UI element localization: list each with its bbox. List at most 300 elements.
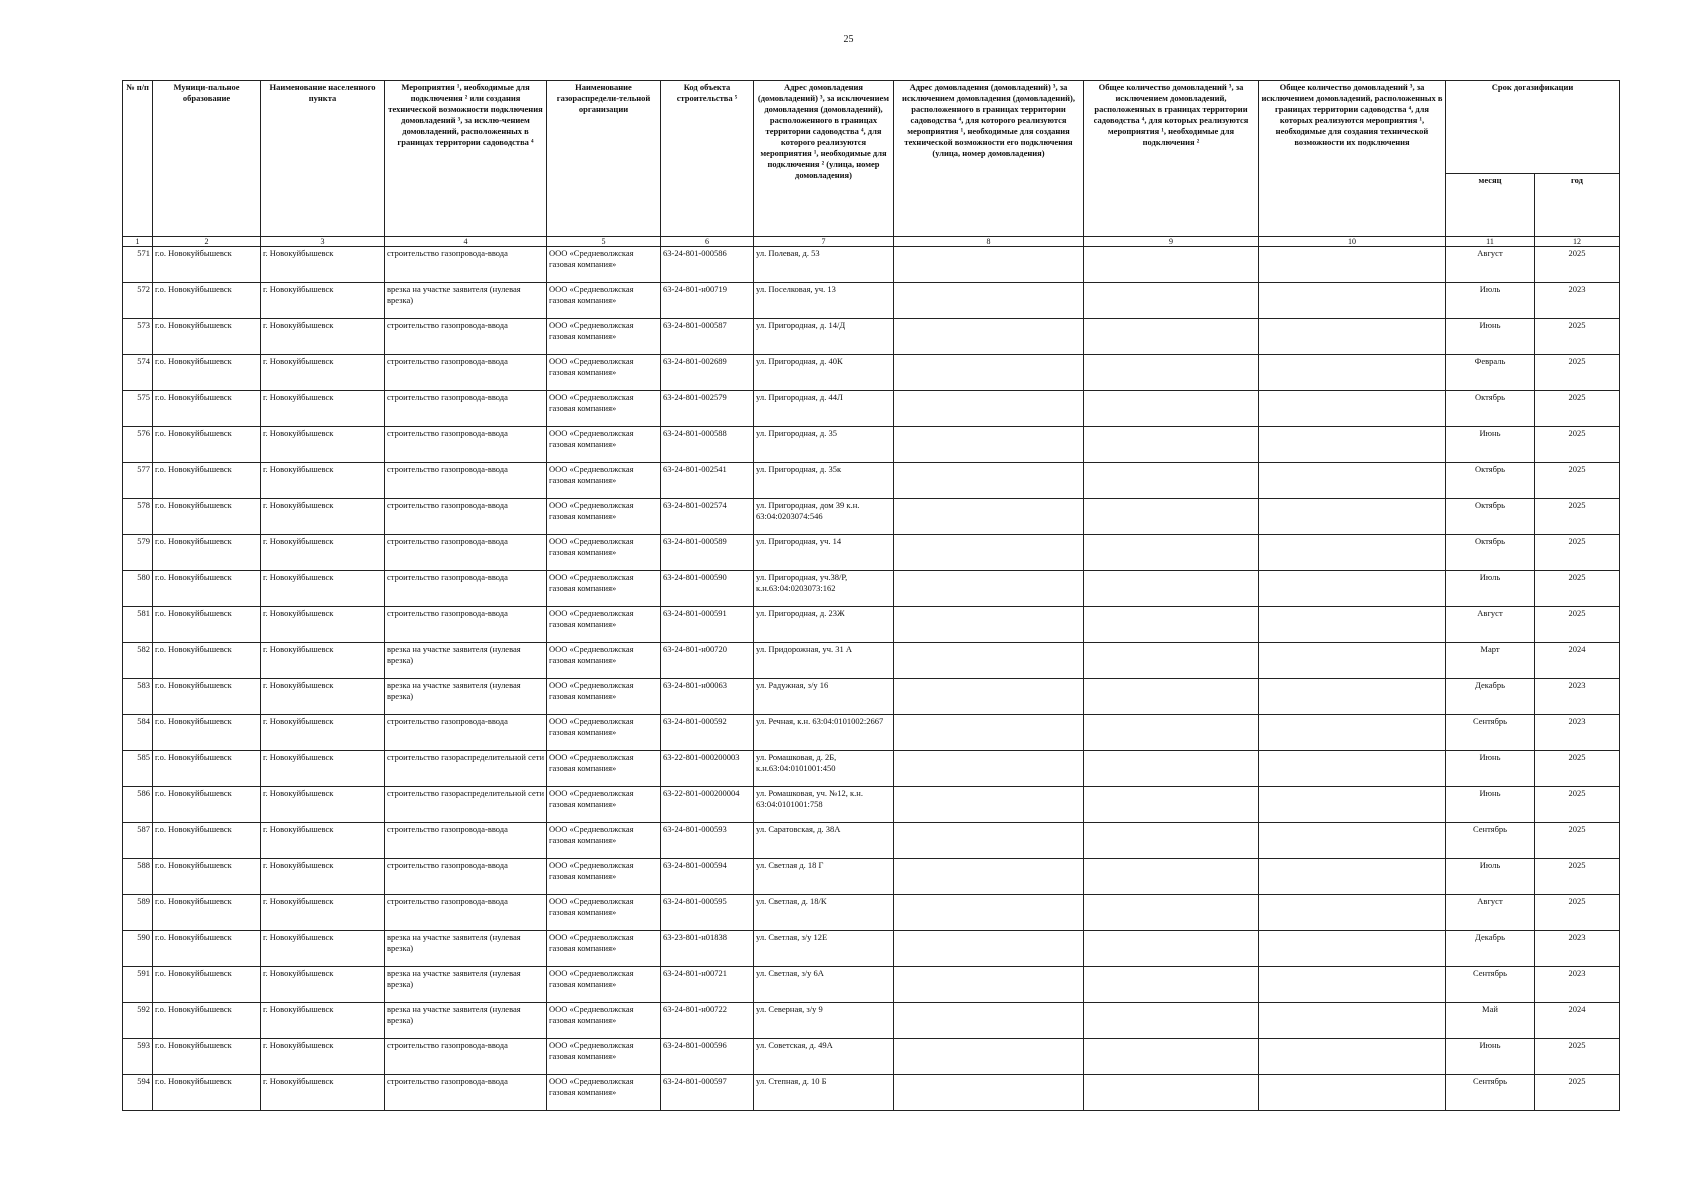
table-row — [123, 967, 1620, 1003]
cell-gas-org: ООО «Средневолжская газовая компания» — [547, 787, 661, 823]
cell-object-code: 63-24-801-000589 — [661, 535, 754, 571]
cell-address-tech — [894, 895, 1084, 931]
cell-gas-org: ООО «Средневолжская газовая компания» — [547, 1075, 661, 1111]
cell-settlement: г. Новокуйбышевск — [261, 1075, 385, 1111]
row-number: 581 — [123, 607, 153, 643]
cell-object-code: 63-24-801-н00721 — [661, 967, 754, 1003]
cell-count-connection — [1084, 1003, 1259, 1039]
cell-year: 2023 — [1535, 715, 1620, 751]
cell-count-connection — [1084, 967, 1259, 1003]
cell-year: 2025 — [1535, 391, 1620, 427]
cell-address-tech — [894, 427, 1084, 463]
cell-municipality: г.о. Новокуйбышевск — [153, 931, 261, 967]
cell-object-code: 63-24-801-000586 — [661, 247, 754, 283]
cell-year: 2025 — [1535, 823, 1620, 859]
cell-count-tech — [1259, 499, 1446, 535]
row-number: 579 — [123, 535, 153, 571]
table-row — [123, 859, 1620, 895]
cell-count-connection — [1084, 715, 1259, 751]
cell-municipality: г.о. Новокуйбышевск — [153, 283, 261, 319]
cell-gas-org: ООО «Средневолжская газовая компания» — [547, 355, 661, 391]
cell-month: Июнь — [1446, 1039, 1535, 1075]
cell-measure: строительство газопровода-ввода — [385, 427, 547, 463]
cell-object-code: 63-24-801-002579 — [661, 391, 754, 427]
table-row — [123, 607, 1620, 643]
cell-address: ул. Ромашковая, д. 2Б, к.н.63:04:0101001:450 — [754, 751, 894, 787]
cell-month: Сентябрь — [1446, 823, 1535, 859]
row-number: 590 — [123, 931, 153, 967]
cell-gas-org: ООО «Средневолжская газовая компания» — [547, 1039, 661, 1075]
cell-municipality: г.о. Новокуйбышевск — [153, 499, 261, 535]
cell-measure: строительство газопровода-ввода — [385, 355, 547, 391]
cell-gas-org: ООО «Средневолжская газовая компания» — [547, 463, 661, 499]
cell-count-tech — [1259, 355, 1446, 391]
cell-address-tech — [894, 751, 1084, 787]
cell-count-tech — [1259, 1039, 1446, 1075]
cell-gas-org: ООО «Средневолжская газовая компания» — [547, 823, 661, 859]
cell-settlement: г. Новокуйбышевск — [261, 715, 385, 751]
col-num: 8 — [894, 237, 1084, 247]
cell-address-tech — [894, 607, 1084, 643]
cell-count-connection — [1084, 859, 1259, 895]
cell-count-tech — [1259, 283, 1446, 319]
header-address-connection: Адрес домовладения (домовладений) ³, за исключением домовладения (домовладений), расположенного в границах территории садоводства ⁴, для которого реализуются мероприятия ¹, необходимые для подключения ² (улица, номер домовладения) — [754, 81, 894, 237]
cell-year: 2025 — [1535, 427, 1620, 463]
cell-measure: строительство газопровода-ввода — [385, 319, 547, 355]
row-number: 582 — [123, 643, 153, 679]
col-num: 11 — [1446, 237, 1535, 247]
cell-settlement: г. Новокуйбышевск — [261, 463, 385, 499]
cell-month: Март — [1446, 643, 1535, 679]
cell-settlement: г. Новокуйбышевск — [261, 823, 385, 859]
cell-address: ул. Степная, д. 10 Б — [754, 1075, 894, 1111]
cell-year: 2023 — [1535, 283, 1620, 319]
cell-address: ул. Пригородная, д. 14/Д — [754, 319, 894, 355]
cell-month: Февраль — [1446, 355, 1535, 391]
table-row — [123, 823, 1620, 859]
row-number: 580 — [123, 571, 153, 607]
cell-address: ул. Светлая, з/у 12Е — [754, 931, 894, 967]
cell-municipality: г.о. Новокуйбышевск — [153, 679, 261, 715]
row-number: 578 — [123, 499, 153, 535]
header-deadline: Срок догазификации — [1446, 81, 1620, 174]
cell-gas-org: ООО «Средневолжская газовая компания» — [547, 931, 661, 967]
cell-address-tech — [894, 967, 1084, 1003]
col-num: 1 — [123, 237, 153, 247]
cell-address: ул. Полевая, д. 53 — [754, 247, 894, 283]
cell-address: ул. Пригородная, д. 23Ж — [754, 607, 894, 643]
cell-month: Сентябрь — [1446, 1075, 1535, 1111]
cell-municipality: г.о. Новокуйбышевск — [153, 1039, 261, 1075]
cell-count-tech — [1259, 931, 1446, 967]
cell-count-tech — [1259, 679, 1446, 715]
cell-count-tech — [1259, 715, 1446, 751]
header-address-tech: Адрес домовладения (домовладений) ³, за исключением домовладения (домовладений), расположенного в границах территории садоводства ⁴, для которого реализуются мероприятия ¹, необходимые для создания технической возможности его подключения (улица, номер домовладения) — [894, 81, 1084, 237]
table-row — [123, 427, 1620, 463]
cell-month: Июль — [1446, 859, 1535, 895]
page-number: 25 — [843, 34, 854, 45]
cell-address: ул. Придорожная, уч. 31 А — [754, 643, 894, 679]
header-settlement: Наименование населенного пункта — [261, 81, 385, 237]
cell-year: 2025 — [1535, 607, 1620, 643]
cell-municipality: г.о. Новокуйбышевск — [153, 823, 261, 859]
table-body — [123, 247, 1620, 1111]
cell-month: Октябрь — [1446, 391, 1535, 427]
cell-settlement: г. Новокуйбышевск — [261, 427, 385, 463]
row-number: 574 — [123, 355, 153, 391]
cell-measure: строительство газопровода-ввода — [385, 1039, 547, 1075]
table-row — [123, 463, 1620, 499]
cell-address-tech — [894, 283, 1084, 319]
cell-object-code: 63-24-801-000595 — [661, 895, 754, 931]
cell-municipality: г.о. Новокуйбышевск — [153, 787, 261, 823]
cell-year: 2024 — [1535, 1003, 1620, 1039]
cell-settlement: г. Новокуйбышевск — [261, 679, 385, 715]
cell-object-code: 63-24-801-000590 — [661, 571, 754, 607]
col-num: 2 — [153, 237, 261, 247]
cell-month: Декабрь — [1446, 931, 1535, 967]
row-number: 592 — [123, 1003, 153, 1039]
header-gas-org: Наименование газораспредели-тельной организации — [547, 81, 661, 237]
cell-count-tech — [1259, 607, 1446, 643]
cell-count-connection — [1084, 679, 1259, 715]
table-row — [123, 247, 1620, 283]
cell-municipality: г.о. Новокуйбышевск — [153, 1075, 261, 1111]
cell-month: Декабрь — [1446, 679, 1535, 715]
cell-measure: врезка на участке заявителя (нулевая врезка) — [385, 1003, 547, 1039]
cell-gas-org: ООО «Средневолжская газовая компания» — [547, 607, 661, 643]
cell-settlement: г. Новокуйбышевск — [261, 931, 385, 967]
cell-municipality: г.о. Новокуйбышевск — [153, 247, 261, 283]
cell-object-code: 63-22-801-000200004 — [661, 787, 754, 823]
cell-measure: строительство газопровода-ввода — [385, 895, 547, 931]
cell-gas-org: ООО «Средневолжская газовая компания» — [547, 1003, 661, 1039]
table-row — [123, 931, 1620, 967]
cell-object-code: 63-22-801-000200003 — [661, 751, 754, 787]
cell-settlement: г. Новокуйбышевск — [261, 391, 385, 427]
cell-address-tech — [894, 931, 1084, 967]
table-row — [123, 751, 1620, 787]
gasification-table — [122, 80, 1620, 1111]
table-row — [123, 535, 1620, 571]
row-number: 575 — [123, 391, 153, 427]
cell-measure: строительство газопровода-ввода — [385, 391, 547, 427]
header-year: год — [1535, 174, 1620, 237]
cell-gas-org: ООО «Средневолжская газовая компания» — [547, 751, 661, 787]
cell-year: 2024 — [1535, 643, 1620, 679]
cell-object-code: 63-24-801-н00719 — [661, 283, 754, 319]
cell-count-connection — [1084, 1039, 1259, 1075]
cell-object-code: 63-24-801-000587 — [661, 319, 754, 355]
cell-measure: строительство газопровода-ввода — [385, 715, 547, 751]
cell-municipality: г.о. Новокуйбышевск — [153, 535, 261, 571]
cell-count-tech — [1259, 1075, 1446, 1111]
cell-address-tech — [894, 1003, 1084, 1039]
cell-address-tech — [894, 391, 1084, 427]
cell-month: Август — [1446, 607, 1535, 643]
cell-year: 2025 — [1535, 895, 1620, 931]
cell-address: ул. Светлая д. 18 Г — [754, 859, 894, 895]
cell-address-tech — [894, 823, 1084, 859]
cell-count-tech — [1259, 571, 1446, 607]
row-number: 587 — [123, 823, 153, 859]
cell-address-tech — [894, 499, 1084, 535]
cell-gas-org: ООО «Средневолжская газовая компания» — [547, 499, 661, 535]
cell-count-connection — [1084, 607, 1259, 643]
cell-address-tech — [894, 571, 1084, 607]
cell-count-connection — [1084, 499, 1259, 535]
cell-object-code: 63-24-801-002541 — [661, 463, 754, 499]
cell-address: ул. Поселковая, уч. 13 — [754, 283, 894, 319]
cell-month: Июнь — [1446, 751, 1535, 787]
cell-object-code: 63-24-801-000591 — [661, 607, 754, 643]
cell-month: Июнь — [1446, 787, 1535, 823]
table-row — [123, 679, 1620, 715]
cell-count-tech — [1259, 643, 1446, 679]
cell-count-connection — [1084, 751, 1259, 787]
column-number-row — [123, 237, 1620, 247]
cell-address-tech — [894, 859, 1084, 895]
cell-object-code: 63-24-801-н00063 — [661, 679, 754, 715]
cell-municipality: г.о. Новокуйбышевск — [153, 643, 261, 679]
cell-count-connection — [1084, 247, 1259, 283]
cell-address-tech — [894, 643, 1084, 679]
cell-year: 2025 — [1535, 859, 1620, 895]
cell-settlement: г. Новокуйбышевск — [261, 607, 385, 643]
table-row — [123, 499, 1620, 535]
cell-settlement: г. Новокуйбышевск — [261, 787, 385, 823]
cell-measure: строительство газопровода-ввода — [385, 499, 547, 535]
cell-address-tech — [894, 679, 1084, 715]
cell-settlement: г. Новокуйбышевск — [261, 643, 385, 679]
cell-address: ул. Радужная, з/у 16 — [754, 679, 894, 715]
header-object-code: Код объекта строительства ⁵ — [661, 81, 754, 237]
cell-count-connection — [1084, 283, 1259, 319]
col-num: 7 — [754, 237, 894, 247]
col-num: 9 — [1084, 237, 1259, 247]
cell-object-code: 63-24-801-000593 — [661, 823, 754, 859]
cell-count-connection — [1084, 643, 1259, 679]
cell-object-code: 63-24-801-002689 — [661, 355, 754, 391]
cell-count-tech — [1259, 967, 1446, 1003]
cell-address-tech — [894, 463, 1084, 499]
row-number: 586 — [123, 787, 153, 823]
cell-count-connection — [1084, 319, 1259, 355]
cell-municipality: г.о. Новокуйбышевск — [153, 967, 261, 1003]
cell-settlement: г. Новокуйбышевск — [261, 1039, 385, 1075]
header-count-connection: Общее количество домовладений ³, за исключением домовладений, расположенных в границах территории садоводства ⁴, для которых реализуются мероприятия ¹, необходимые для подключения ² — [1084, 81, 1259, 237]
cell-measure: строительство газопровода-ввода — [385, 823, 547, 859]
cell-address-tech — [894, 319, 1084, 355]
cell-municipality: г.о. Новокуйбышевск — [153, 391, 261, 427]
row-number: 585 — [123, 751, 153, 787]
cell-municipality: г.о. Новокуйбышевск — [153, 751, 261, 787]
cell-measure: строительство газораспределительной сети — [385, 787, 547, 823]
cell-measure: строительство газопровода-ввода — [385, 607, 547, 643]
cell-count-connection — [1084, 895, 1259, 931]
cell-object-code: 63-24-801-н00720 — [661, 643, 754, 679]
cell-month: Июнь — [1446, 319, 1535, 355]
cell-address: ул. Светлая, з/у 6А — [754, 967, 894, 1003]
cell-municipality: г.о. Новокуйбышевск — [153, 463, 261, 499]
cell-year: 2025 — [1535, 499, 1620, 535]
cell-gas-org: ООО «Средневолжская газовая компания» — [547, 319, 661, 355]
cell-count-tech — [1259, 895, 1446, 931]
cell-object-code: 63-24-801-002574 — [661, 499, 754, 535]
cell-measure: строительство газопровода-ввода — [385, 463, 547, 499]
cell-month: Июль — [1446, 283, 1535, 319]
cell-address: ул. Пригородная, дом 39 к.н. 63:04:0203074:546 — [754, 499, 894, 535]
cell-count-tech — [1259, 391, 1446, 427]
table-row — [123, 895, 1620, 931]
cell-year: 2025 — [1535, 1039, 1620, 1075]
cell-measure: строительство газораспределительной сети — [385, 751, 547, 787]
cell-municipality: г.о. Новокуйбышевск — [153, 319, 261, 355]
cell-count-connection — [1084, 391, 1259, 427]
cell-address: ул. Пригородная, д. 44Л — [754, 391, 894, 427]
cell-count-connection — [1084, 787, 1259, 823]
cell-measure: врезка на участке заявителя (нулевая врезка) — [385, 643, 547, 679]
cell-count-tech — [1259, 535, 1446, 571]
cell-year: 2025 — [1535, 571, 1620, 607]
cell-address: ул. Речная, к.н. 63:04:0101002:2667 — [754, 715, 894, 751]
cell-measure: врезка на участке заявителя (нулевая врезка) — [385, 967, 547, 1003]
cell-count-tech — [1259, 247, 1446, 283]
cell-count-tech — [1259, 751, 1446, 787]
cell-municipality: г.о. Новокуйбышевск — [153, 859, 261, 895]
cell-year: 2023 — [1535, 931, 1620, 967]
cell-month: Сентябрь — [1446, 967, 1535, 1003]
cell-settlement: г. Новокуйбышевск — [261, 571, 385, 607]
cell-count-tech — [1259, 463, 1446, 499]
cell-settlement: г. Новокуйбышевск — [261, 895, 385, 931]
cell-count-connection — [1084, 535, 1259, 571]
cell-object-code: 63-24-801-000597 — [661, 1075, 754, 1111]
cell-settlement: г. Новокуйбышевск — [261, 283, 385, 319]
cell-settlement: г. Новокуйбышевск — [261, 535, 385, 571]
cell-settlement: г. Новокуйбышевск — [261, 319, 385, 355]
col-num: 5 — [547, 237, 661, 247]
cell-month: Сентябрь — [1446, 715, 1535, 751]
table-row — [123, 643, 1620, 679]
cell-settlement: г. Новокуйбышевск — [261, 1003, 385, 1039]
cell-address-tech — [894, 247, 1084, 283]
cell-gas-org: ООО «Средневолжская газовая компания» — [547, 247, 661, 283]
row-number: 573 — [123, 319, 153, 355]
cell-gas-org: ООО «Средневолжская газовая компания» — [547, 535, 661, 571]
row-number: 576 — [123, 427, 153, 463]
cell-address: ул. Саратовская, д. 38А — [754, 823, 894, 859]
col-num: 4 — [385, 237, 547, 247]
cell-gas-org: ООО «Средневолжская газовая компания» — [547, 895, 661, 931]
cell-year: 2025 — [1535, 535, 1620, 571]
cell-object-code: 63-24-801-000596 — [661, 1039, 754, 1075]
cell-measure: строительство газопровода-ввода — [385, 535, 547, 571]
cell-gas-org: ООО «Средневолжская газовая компания» — [547, 391, 661, 427]
cell-measure: строительство газопровода-ввода — [385, 859, 547, 895]
cell-year: 2025 — [1535, 787, 1620, 823]
cell-address: ул. Пригородная, уч. 14 — [754, 535, 894, 571]
row-number: 571 — [123, 247, 153, 283]
cell-year: 2025 — [1535, 1075, 1620, 1111]
cell-month: Август — [1446, 247, 1535, 283]
row-number: 584 — [123, 715, 153, 751]
cell-count-connection — [1084, 427, 1259, 463]
cell-address-tech — [894, 715, 1084, 751]
cell-month: Октябрь — [1446, 499, 1535, 535]
cell-object-code: 63-24-801-000594 — [661, 859, 754, 895]
cell-municipality: г.о. Новокуйбышевск — [153, 355, 261, 391]
cell-settlement: г. Новокуйбышевск — [261, 499, 385, 535]
cell-address: ул. Светлая, д. 18/К — [754, 895, 894, 931]
cell-count-connection — [1084, 463, 1259, 499]
cell-count-connection — [1084, 571, 1259, 607]
cell-year: 2025 — [1535, 463, 1620, 499]
cell-address-tech — [894, 1075, 1084, 1111]
cell-year: 2025 — [1535, 319, 1620, 355]
cell-address: ул. Пригородная, д. 35к — [754, 463, 894, 499]
table-row — [123, 715, 1620, 751]
cell-settlement: г. Новокуйбышевск — [261, 859, 385, 895]
table-row — [123, 1075, 1620, 1111]
header-month: месяц — [1446, 174, 1535, 237]
cell-gas-org: ООО «Средневолжская газовая компания» — [547, 859, 661, 895]
cell-municipality: г.о. Новокуйбышевск — [153, 895, 261, 931]
cell-month: Июль — [1446, 571, 1535, 607]
cell-object-code: 63-24-801-н00722 — [661, 1003, 754, 1039]
cell-count-tech — [1259, 787, 1446, 823]
cell-gas-org: ООО «Средневолжская газовая компания» — [547, 571, 661, 607]
row-number: 588 — [123, 859, 153, 895]
row-number: 577 — [123, 463, 153, 499]
row-number: 591 — [123, 967, 153, 1003]
cell-address: ул. Пригородная, д. 35 — [754, 427, 894, 463]
cell-count-tech — [1259, 1003, 1446, 1039]
cell-month: Октябрь — [1446, 535, 1535, 571]
cell-settlement: г. Новокуйбышевск — [261, 967, 385, 1003]
col-num: 3 — [261, 237, 385, 247]
cell-count-connection — [1084, 823, 1259, 859]
cell-count-tech — [1259, 823, 1446, 859]
table-row — [123, 283, 1620, 319]
col-num: 10 — [1259, 237, 1446, 247]
cell-address: ул. Пригородная, д. 40К — [754, 355, 894, 391]
row-number: 593 — [123, 1039, 153, 1075]
cell-month: Август — [1446, 895, 1535, 931]
cell-municipality: г.о. Новокуйбышевск — [153, 715, 261, 751]
header-measures: Мероприятия ¹, необходимые для подключения ² или создания технической возможности подключения домовладений ³, за исклю-чением домовладений, расположенных в границах территории садоводства ⁴ — [385, 81, 547, 237]
col-num: 6 — [661, 237, 754, 247]
cell-municipality: г.о. Новокуйбышевск — [153, 1003, 261, 1039]
cell-year: 2025 — [1535, 355, 1620, 391]
cell-settlement: г. Новокуйбышевск — [261, 355, 385, 391]
cell-municipality: г.о. Новокуйбышевск — [153, 571, 261, 607]
cell-measure: врезка на участке заявителя (нулевая врезка) — [385, 283, 547, 319]
cell-month: Май — [1446, 1003, 1535, 1039]
table-row — [123, 319, 1620, 355]
cell-gas-org: ООО «Средневолжская газовая компания» — [547, 967, 661, 1003]
table-row — [123, 1003, 1620, 1039]
cell-municipality: г.о. Новокуйбышевск — [153, 607, 261, 643]
cell-gas-org: ООО «Средневолжская газовая компания» — [547, 715, 661, 751]
table-row — [123, 391, 1620, 427]
cell-object-code: 63-24-801-000588 — [661, 427, 754, 463]
cell-gas-org: ООО «Средневолжская газовая компания» — [547, 679, 661, 715]
cell-gas-org: ООО «Средневолжская газовая компания» — [547, 283, 661, 319]
col-num: 12 — [1535, 237, 1620, 247]
cell-year: 2023 — [1535, 967, 1620, 1003]
cell-year: 2025 — [1535, 751, 1620, 787]
